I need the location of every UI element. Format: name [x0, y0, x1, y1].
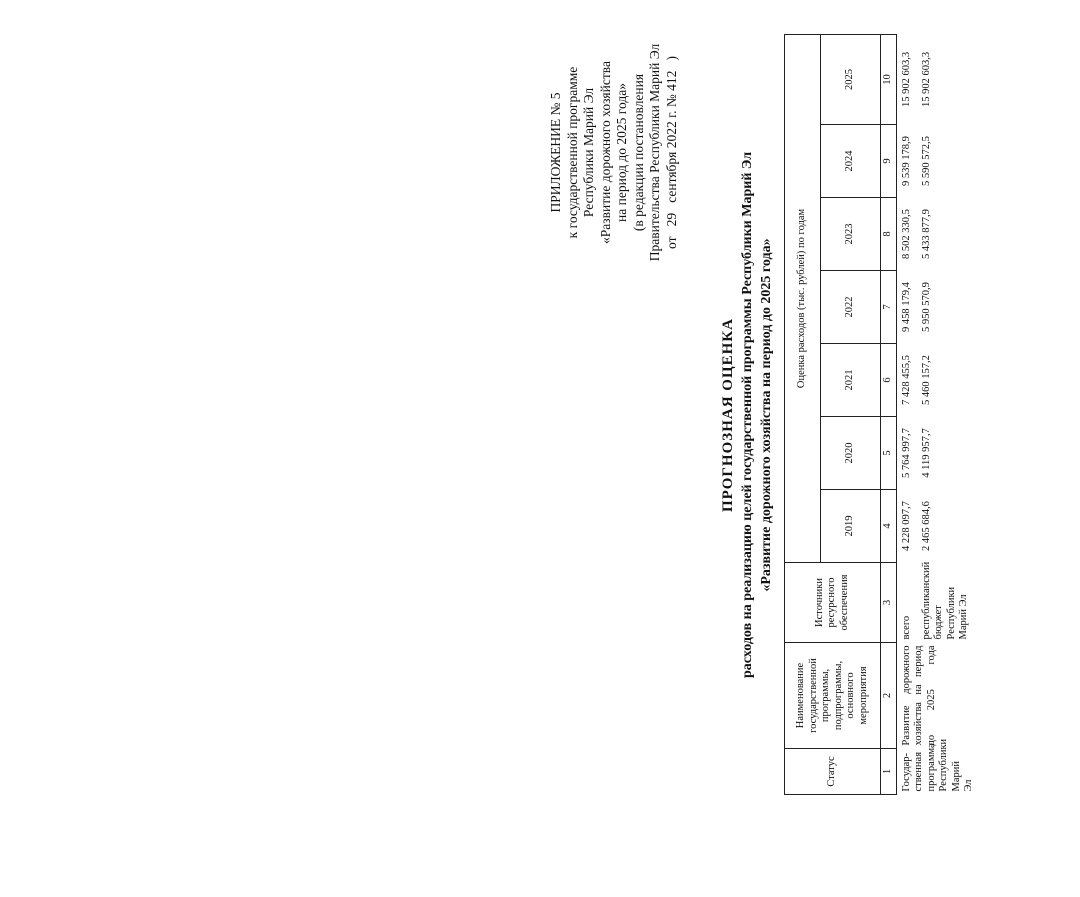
column-index: 7	[881, 271, 897, 344]
expense-value: 5 764 997,7	[900, 428, 912, 478]
annex-number: ПРИЛОЖЕНИЕ № 5	[548, 92, 563, 213]
header-row	[785, 34, 821, 794]
header-status: Статус	[785, 749, 881, 795]
column-index: 3	[881, 563, 897, 643]
annex-line: к государственной программе	[564, 66, 580, 239]
header-year: 2021	[821, 344, 881, 417]
expense-value: 4 119 957,7	[920, 428, 932, 478]
expense-value: 5 433 877,9	[920, 209, 932, 259]
expense-estimate-table	[784, 34, 978, 795]
column-index: 6	[881, 344, 897, 417]
annex-line: Республики Марий Эл	[581, 87, 596, 218]
column-index: 4	[881, 490, 897, 563]
header-year: 2025	[821, 34, 881, 124]
column-index: 9	[881, 125, 897, 198]
column-index: 8	[881, 198, 897, 271]
document-page	[540, 15, 1080, 815]
annex-line: Правительства Республики Марий Эл	[647, 43, 662, 262]
header-estimate: Оценка расходов (тыс. рублей) по годам	[785, 34, 821, 562]
annex-block	[548, 25, 680, 280]
column-index: 1	[881, 749, 897, 795]
expense-value: 15 902 603,3	[900, 51, 912, 108]
document-heading	[718, 15, 776, 815]
expense-value: 4 228 097,7	[900, 501, 912, 551]
annex-line: на период до 2025 года»	[614, 83, 629, 222]
expense-value: 9 458 179,4	[900, 282, 912, 332]
program-status: Государ-ственная программа Республики Марий Эл	[900, 738, 974, 792]
document-subtitle-line-1: расходов на реализацию целей государственной программы Республики Марий Эл	[740, 151, 755, 679]
expense-value: 7 428 455,5	[900, 355, 912, 405]
expense-value: 5 950 570,9	[920, 282, 932, 332]
header-name: Наименование государственной программы, подпрограммы, основного мероприятия	[785, 643, 881, 749]
program-name: Развитие дорожного хозяйства на период до 2025 года	[900, 645, 937, 746]
header-sources: Источники ресурсного обеспечения	[785, 563, 881, 643]
header-year: 2024	[821, 125, 881, 198]
expense-value: 9 539 178,9	[900, 136, 912, 186]
header-year: 2022	[821, 271, 881, 344]
table-row	[896, 34, 917, 794]
annex-line: (в редакции постановления	[630, 73, 646, 232]
funding-source: всего	[900, 615, 912, 640]
expense-value: 8 502 330,5	[900, 209, 912, 259]
expense-value: 2 465 684,6	[920, 501, 932, 551]
document-subtitle-line-2: «Развитие дорожного хозяйства на период до 2025 года»	[759, 238, 774, 592]
annex-line: «Развитие дорожного хозяйства	[597, 61, 613, 244]
header-year: 2020	[821, 417, 881, 490]
column-index: 5	[881, 417, 897, 490]
header-year: 2019	[821, 490, 881, 563]
expense-value: 5 590 572,5	[920, 136, 932, 186]
funding-source: республиканский бюджет Республики Марий Эл	[920, 561, 970, 640]
column-index: 10	[881, 34, 897, 124]
document-title: ПРОГНОЗНАЯ ОЦЕНКА	[720, 318, 736, 513]
column-index-row	[881, 34, 897, 794]
column-index: 2	[881, 643, 897, 749]
header-year: 2023	[821, 198, 881, 271]
expense-value: 5 460 157,2	[920, 355, 932, 405]
annex-decree-date: от 29 сентября 2022 г. № 412 )	[663, 56, 679, 249]
expense-value: 15 902 603,3	[920, 51, 932, 108]
